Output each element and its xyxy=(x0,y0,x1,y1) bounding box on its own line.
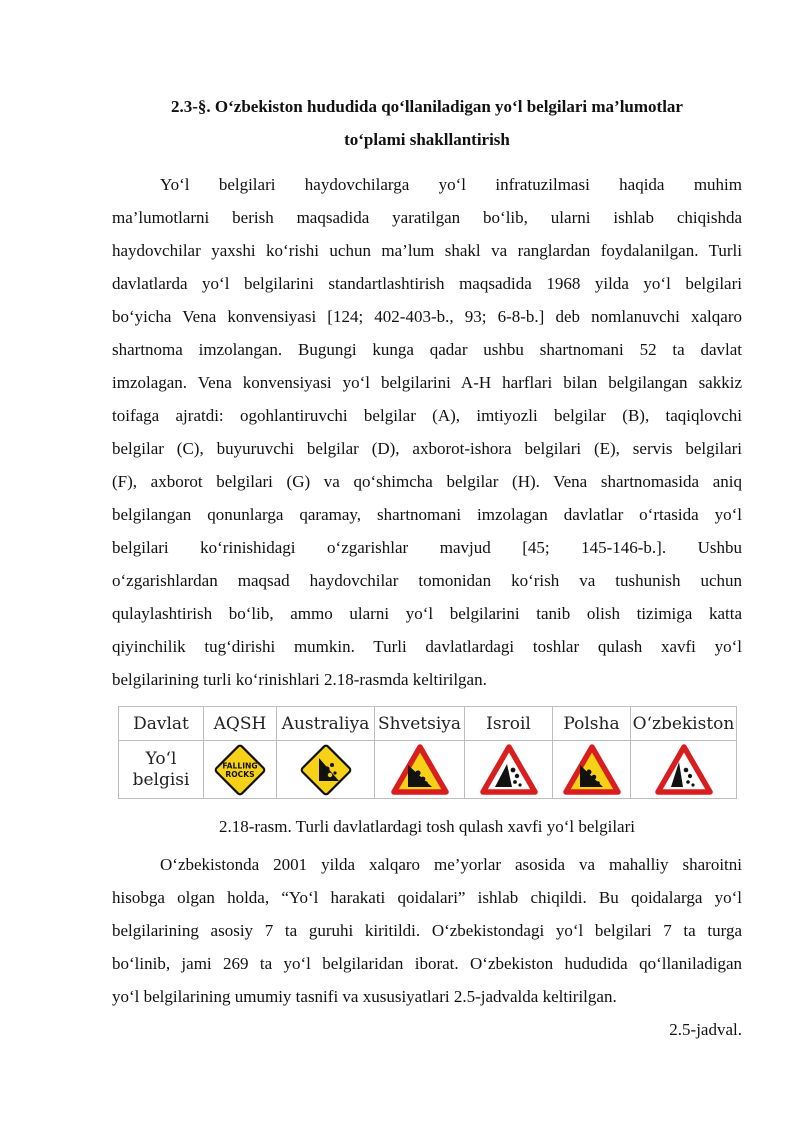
text-line: belgilari ko‘rinishidagi o‘zgarishlar mavjud [45; 145-146-b.]. Ushbu xyxy=(112,538,742,557)
header-cell: Davlat xyxy=(119,707,204,741)
text-line: belgilarining turli ko‘rinishlari 2.18-rasmda keltirilgan. xyxy=(112,670,487,689)
heading-line-1: 2.3-§. O‘zbekiston hududida qo‘llaniladigan yo‘l belgilari ma’lumotlar xyxy=(171,97,683,116)
sign-cell-uzbekistan xyxy=(631,741,737,799)
sign-cell-australia xyxy=(277,741,375,799)
text-line: (F), axborot belgilari (G) va qo‘shimcha belgilar (H). Vena shartnomasida aniq xyxy=(112,472,742,491)
text-line: imzolagan. Vena konvensiyasi yo‘l belgilarini A-H harflari bilan belgilangan sakkiz xyxy=(112,373,742,392)
header-cell: Shvetsiya xyxy=(375,707,465,741)
falling-rocks-triangle-icon xyxy=(480,744,538,796)
text-line: toifaga ajratdi: ogohlantiruvchi belgilar (A), imtiyozli belgilar (B), taqiqlovchi xyxy=(112,406,742,425)
sign-cell-sweden xyxy=(375,741,465,799)
text-line: belgilar (C), buyuruvchi belgilar (D), axborot-ishora belgilari (E), servis belgilari xyxy=(112,439,742,458)
usa-sign-text-line-2: ROCKS xyxy=(225,769,255,779)
road-signs-figure-table xyxy=(118,706,737,799)
text-line: hisobga olgan holda, “Yo‘l harakati qoidalari” ishlab chiqildi. Bu qoidalarga yo‘l xyxy=(112,888,742,907)
row-label-cell xyxy=(119,741,204,799)
text-line: shartnoma imzolangan. Bugungi kunga qadar ushbu shartnomani 52 ta davlat xyxy=(112,340,742,359)
figure-caption: 2.18-rasm. Turli davlatlardagi tosh qulash xavfi yo‘l belgilari xyxy=(219,817,635,836)
falling-rocks-triangle-icon xyxy=(563,744,621,796)
text-line: o‘zgarishlardan maqsad haydovchilar tomonidan ko‘rish va tushunish uchun xyxy=(112,571,742,590)
text-line: davlatlarda yo‘l belgilarini standartlashtirish maqsadida 1968 yilda yo‘l belgilari xyxy=(112,274,742,293)
falling-rocks-triangle-icon xyxy=(391,744,449,796)
row-label-line-1: Yo‘l xyxy=(145,748,177,769)
header-cell: Polsha xyxy=(553,707,631,741)
text-line: belgilarining asosiy 7 ta guruhi kiritildi. O‘zbekistondagi yo‘l belgilari 7 ta turga xyxy=(112,921,742,940)
table-header-row xyxy=(119,707,737,741)
sign-cell-poland xyxy=(553,741,631,799)
falling-rocks-diamond-icon xyxy=(213,743,267,797)
table-label: 2.5-jadval. xyxy=(669,1020,742,1039)
header-cell: Isroil xyxy=(465,707,553,741)
section-heading xyxy=(112,90,742,156)
text-line: qiyinchilik tug‘dirishi mumkin. Turli davlatlardagi toshlar qulash xavfi yo‘l xyxy=(112,637,742,656)
header-cell: AQSH xyxy=(204,707,277,741)
text-line: yo‘l belgilarining umumiy tasnifi va xususiyatlari 2.5-jadvalda keltirilgan. xyxy=(112,987,617,1006)
header-cell: Australiya xyxy=(277,707,375,741)
table-sign-row xyxy=(119,741,737,799)
sign-cell-usa xyxy=(204,741,277,799)
text-line: bo‘linib, jami 269 ta yo‘l belgilaridan iborat. O‘zbekiston hududida qo‘llaniladigan xyxy=(112,954,742,973)
header-cell: O‘zbekiston xyxy=(631,707,737,741)
row-label-line-2: belgisi xyxy=(132,769,190,790)
text-line: O‘zbekistonda 2001 yilda xalqaro me’yorlar asosida va mahalliy sharoitni xyxy=(160,855,742,874)
text-line: ma’lumotlarni berish maqsadida yaratilgan bo‘lib, ularni ishlab chiqishda xyxy=(112,208,742,227)
paragraph-uzbekistan xyxy=(112,848,742,1013)
text-line: bo‘yicha Vena konvensiyasi [124; 402-403-b., 93; 6-8-b.] deb nomlanuvchi xalqaro xyxy=(112,307,742,326)
paragraph-intro xyxy=(112,168,742,696)
falling-rocks-diamond-icon xyxy=(299,743,353,797)
text-line: qulaylashtirish bo‘lib, ammo ularni yo‘l belgilarini tanib olish tizimiga katta xyxy=(112,604,742,623)
text-line: belgilangan qonunlarga qaramay, shartnomani imzolagan davlatlar o‘rtasida yo‘l xyxy=(112,505,742,524)
heading-line-2: to‘plami shakllantirish xyxy=(344,130,510,149)
falling-rocks-triangle-icon xyxy=(655,744,713,796)
usa-sign-text-line-1: FALLING xyxy=(222,761,258,770)
sign-cell-israel xyxy=(465,741,553,799)
text-line: haydovchilar yaxshi ko‘rishi uchun ma’lum shakl va ranglardan foydalanilgan. Turli xyxy=(112,241,742,260)
text-line: Yo‘l belgilari haydovchilarga yo‘l infratuzilmasi haqida muhim xyxy=(160,175,742,194)
